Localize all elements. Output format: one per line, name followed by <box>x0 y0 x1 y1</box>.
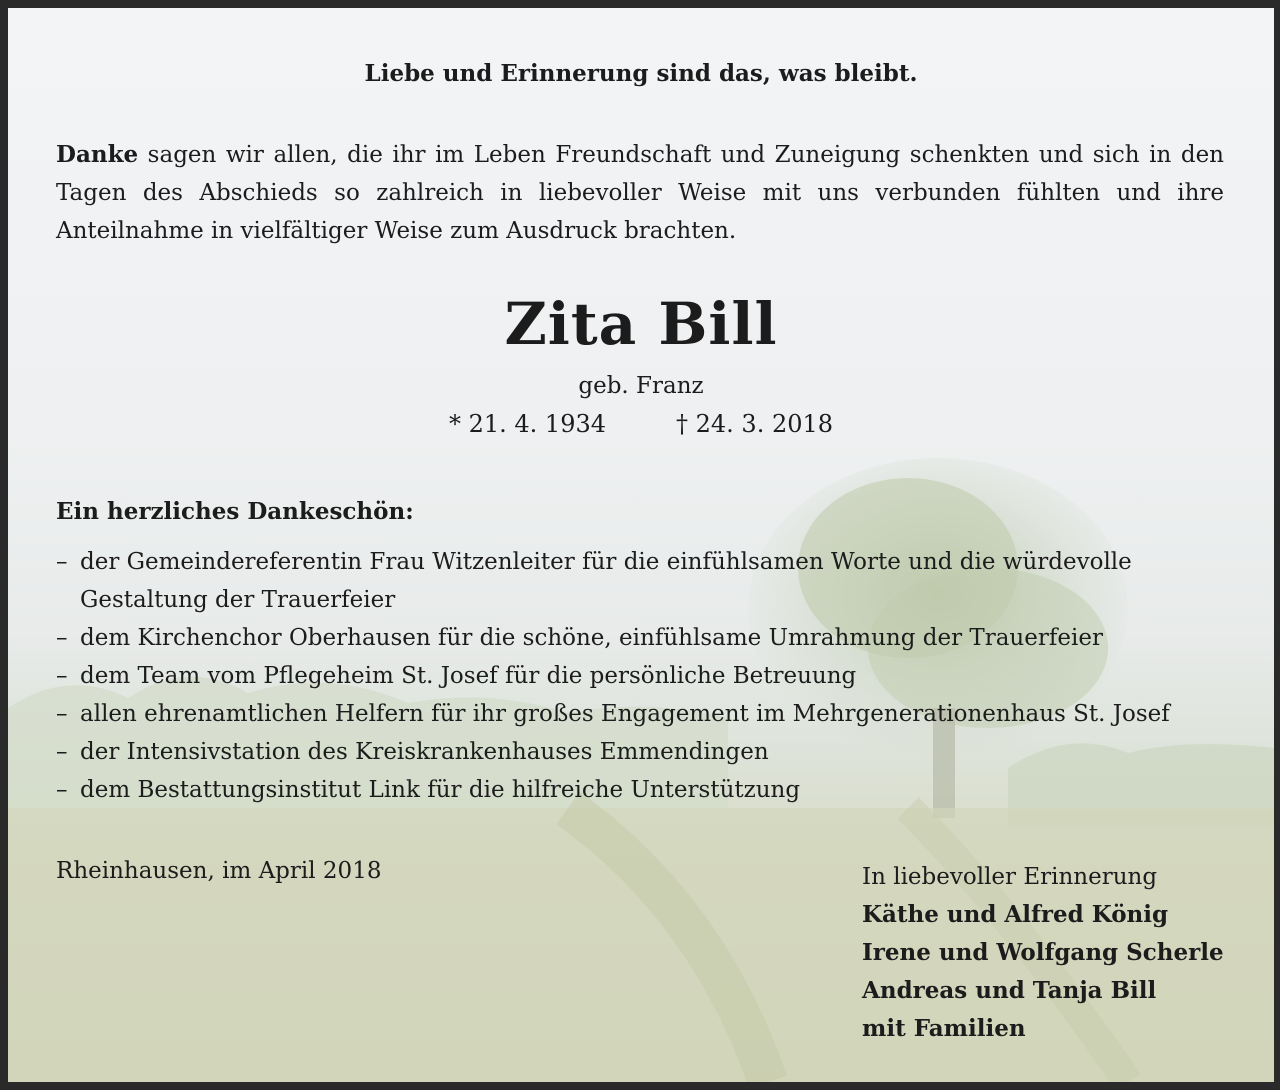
signature-intro: In liebevoller Erinnerung <box>862 864 1158 890</box>
dank-heading: Ein herzliches Dankeschön: <box>56 498 414 525</box>
signature-name: Andreas und Tanja Bill <box>862 977 1157 1004</box>
list-item: – dem Kirchenchor Oberhausen für die schöne, einfühlsame Umrahmung der Trauerfeier <box>56 619 1176 657</box>
thanks-lead: Danke <box>56 141 139 168</box>
dank-list <box>56 543 1176 809</box>
death-date: † 24. 3. 2018 <box>676 410 834 438</box>
birth-date: * 21. 4. 1934 <box>448 410 606 438</box>
signature-names <box>862 896 1224 1048</box>
list-item: – allen ehrenamtlichen Helfern für ihr großes Engagement im Mehrgenerationenhaus St. Josef <box>56 695 1176 733</box>
maiden-name: geb. Franz <box>578 373 704 399</box>
list-item: – dem Team vom Pflegeheim St. Josef für die persönliche Betreuung <box>56 657 1176 695</box>
life-dates <box>8 410 1274 438</box>
motto: Liebe und Erinnerung sind das, was bleibt. <box>364 60 918 87</box>
thanks-paragraph <box>56 136 1224 250</box>
signature-block <box>862 858 1224 1048</box>
signature-name: Käthe und Alfred König <box>862 901 1169 928</box>
signature-name: Irene und Wolfgang Scherle <box>862 939 1224 966</box>
place-date: Rheinhausen, im April 2018 <box>56 858 382 884</box>
list-item: – der Intensivstation des Kreiskrankenhauses Emmendingen <box>56 733 1176 771</box>
list-item: – der Gemeindereferentin Frau Witzenleiter für die einfühlsamen Worte und die würdevolle Gestaltung der Trauerfeier <box>56 543 1176 619</box>
list-item: – dem Bestattungsinstitut Link für die hilfreiche Unterstützung <box>56 771 1176 809</box>
deceased-name: Zita Bill <box>504 290 778 358</box>
thanks-text: sagen wir allen, die ihr im Leben Freundschaft und Zuneigung schenkten und sich in den Tagen des Abschieds so zahlreich in liebevoller Weise mit uns verbunden fühlten und ihre Anteilnahme in vielfältiger Weise zum Ausdruck brachten. <box>56 142 1224 244</box>
obituary-card <box>8 8 1274 1082</box>
signature-name: mit Familien <box>862 1015 1026 1042</box>
